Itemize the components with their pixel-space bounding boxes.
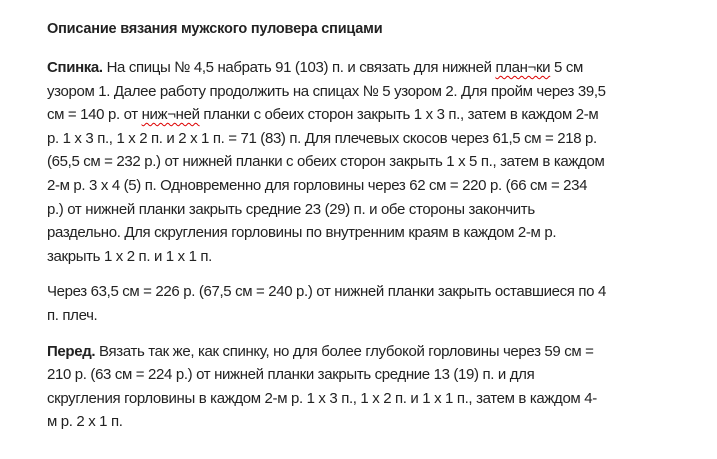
text-segment: раздельно. Для скругления горловины по внутренним краям в каждом 2-м р. xyxy=(47,224,557,242)
text-line xyxy=(47,198,606,222)
text-line xyxy=(47,340,606,364)
section-heading: Перед. xyxy=(47,342,96,360)
text-line xyxy=(47,387,606,411)
text-line xyxy=(47,280,606,304)
text-segment: Вязать так же, как спинку, но для более глубокой горловины через 59 см = xyxy=(95,342,594,360)
document xyxy=(47,17,606,446)
text-line xyxy=(47,103,606,127)
paragraph xyxy=(47,280,606,327)
text-segment: планки с обеих сторон закрыть 1 х 3 п., затем в каждом 2-м xyxy=(199,106,599,124)
text-segment: р.) от нижней планки закрыть средние 23 (29) п. и обе стороны закончить xyxy=(47,200,535,218)
text-line xyxy=(47,410,606,434)
text-segment: р. 1 х 3 п., 1 х 2 п. и 2 х 1 п. = 71 (83) п. Для плечевых скосов через 61,5 см = 218 р. xyxy=(47,129,597,147)
text-line xyxy=(47,80,606,104)
text-segment: скругления горловины в каждом 2-м р. 1 х 3 п., 1 х 2 п. и 1 х 1 п., затем в каждом 4- xyxy=(47,389,597,407)
text-segment: 5 см xyxy=(550,59,583,76)
text-segment: п. плеч. xyxy=(47,306,98,324)
misspelled-word[interactable]: план¬ки xyxy=(495,59,551,76)
text-line xyxy=(47,221,606,245)
document-body xyxy=(47,56,606,434)
paragraph xyxy=(47,340,606,434)
section-heading: Спинка. xyxy=(47,59,103,76)
text-segment: 210 р. (63 см = 224 р.) от нижней планки закрыть средние 13 (19) п. и для xyxy=(47,366,535,384)
paragraph xyxy=(47,56,606,268)
text-segment: На спицы № 4,5 набрать 91 (103) п. и связать для нижней xyxy=(102,59,496,76)
text-line xyxy=(47,363,606,387)
text-line xyxy=(47,245,606,269)
text-segment: Через 63,5 см = 226 р. (67,5 см = 240 р.) от нижней планки закрыть оставшиеся по 4 xyxy=(47,283,606,301)
text-line xyxy=(47,127,606,151)
text-segment: (65,5 см = 232 р.) от нижней планки с обеих сторон закрыть 1 х 5 п., затем в каждом xyxy=(47,153,605,171)
document-title: Описание вязания мужского пуловера спицами xyxy=(47,21,383,37)
text-line xyxy=(47,150,606,174)
misspelled-word[interactable]: ниж¬ней xyxy=(141,106,200,124)
text-line xyxy=(47,56,606,80)
text-segment: 2-м р. 3 х 4 (5) п. Одновременно для горловины через 62 см = 220 р. (66 см = 234 xyxy=(47,176,588,194)
text-segment: см = 140 р. от xyxy=(47,106,142,124)
text-segment: м р. 2 х 1 п. xyxy=(47,413,123,431)
text-line xyxy=(47,304,606,328)
text-segment: закрыть 1 х 2 п. и 1 х 1 п. xyxy=(47,247,212,265)
text-segment: узором 1. Далее работу продолжить на спицах № 5 узором 2. Для пройм через 39,5 xyxy=(47,82,606,100)
text-line xyxy=(47,174,606,198)
